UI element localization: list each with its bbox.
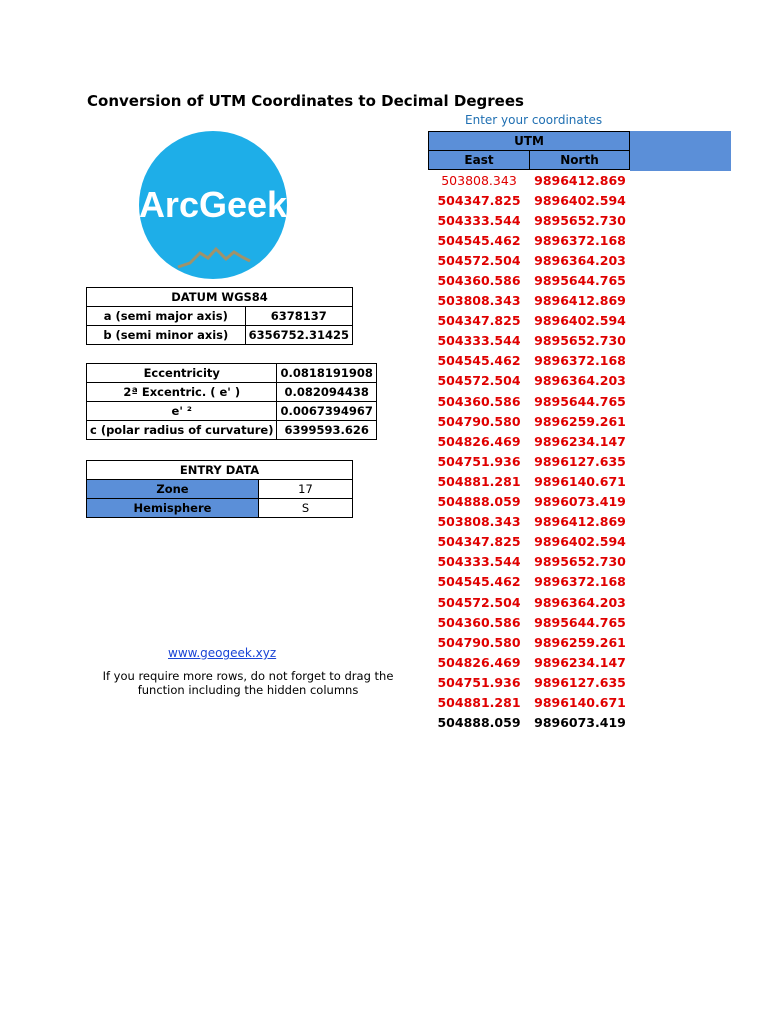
table-row bbox=[428, 451, 630, 471]
table-row bbox=[428, 391, 630, 411]
table-row bbox=[428, 351, 630, 371]
ecc-row bbox=[87, 364, 377, 383]
east-cell[interactable]: 504360.586 bbox=[437, 614, 521, 630]
north-cell[interactable]: 9896364.203 bbox=[534, 594, 626, 610]
ecc-label: c (polar radius of curvature) bbox=[87, 421, 277, 440]
north-cell[interactable]: 9896140.671 bbox=[534, 694, 626, 710]
east-cell[interactable]: 503808.343 bbox=[437, 293, 521, 309]
east-cell[interactable]: 504790.580 bbox=[437, 634, 521, 650]
north-cell[interactable]: 9896140.671 bbox=[534, 473, 626, 489]
east-cell[interactable]: 503808.343 bbox=[437, 514, 521, 530]
east-cell[interactable]: 503808.343 bbox=[441, 172, 517, 188]
north-cell[interactable]: 9896073.419 bbox=[534, 494, 626, 510]
north-cell[interactable]: 9895652.730 bbox=[534, 333, 626, 349]
page-title: Conversion of UTM Coordinates to Decimal Degrees bbox=[87, 92, 524, 110]
table-row bbox=[428, 291, 630, 311]
north-cell[interactable]: 9896402.594 bbox=[534, 192, 626, 208]
table-row bbox=[428, 532, 630, 552]
ecc-label: 2ª Excentric. ( e' ) bbox=[87, 383, 277, 402]
ecc-label: e' ² bbox=[87, 402, 277, 421]
east-cell[interactable]: 504881.281 bbox=[437, 694, 521, 710]
datum-header: DATUM WGS84 bbox=[87, 288, 353, 307]
east-cell[interactable]: 504545.462 bbox=[437, 574, 521, 590]
table-row bbox=[428, 411, 630, 431]
coordinate-rows bbox=[428, 170, 630, 733]
drag-function-note: If you require more rows, do not forget to drag the function including the hidden columns bbox=[102, 669, 394, 697]
north-cell[interactable]: 9896412.869 bbox=[534, 514, 626, 530]
east-cell[interactable]: 504347.825 bbox=[437, 192, 521, 208]
datum-label: b (semi minor axis) bbox=[87, 326, 246, 345]
logo-text: ArcGeek bbox=[138, 184, 288, 225]
north-cell[interactable]: 9895644.765 bbox=[534, 614, 626, 630]
east-cell[interactable]: 504572.504 bbox=[437, 594, 521, 610]
datum-value: 6378137 bbox=[245, 307, 352, 326]
datum-table bbox=[86, 287, 353, 345]
table-row bbox=[428, 592, 630, 612]
ecc-label: Eccentricity bbox=[87, 364, 277, 383]
table-row bbox=[428, 652, 630, 672]
datum-row bbox=[87, 307, 353, 326]
header-fill bbox=[630, 131, 731, 171]
table-row bbox=[428, 692, 630, 712]
east-column-header: East bbox=[428, 150, 530, 170]
ecc-row bbox=[87, 402, 377, 421]
entry-header: ENTRY DATA bbox=[87, 461, 353, 480]
table-row bbox=[428, 250, 630, 270]
table-row bbox=[428, 210, 630, 230]
north-cell[interactable]: 9895644.765 bbox=[534, 393, 626, 409]
north-cell[interactable]: 9895652.730 bbox=[534, 554, 626, 570]
zone-cell[interactable]: 17 bbox=[259, 480, 353, 499]
north-cell[interactable]: 9896234.147 bbox=[534, 433, 626, 449]
east-cell[interactable]: 504826.469 bbox=[437, 654, 521, 670]
eccentricity-table bbox=[86, 363, 377, 440]
east-cell[interactable]: 504333.544 bbox=[437, 333, 521, 349]
north-cell[interactable]: 9896372.168 bbox=[534, 353, 626, 369]
table-row bbox=[428, 270, 630, 290]
table-row bbox=[428, 632, 630, 652]
north-cell[interactable]: 9896402.594 bbox=[534, 313, 626, 329]
east-cell[interactable]: 504545.462 bbox=[437, 232, 521, 248]
table-row bbox=[428, 170, 630, 190]
north-cell[interactable]: 9895644.765 bbox=[534, 273, 626, 289]
east-cell[interactable]: 504751.936 bbox=[437, 674, 521, 690]
east-cell[interactable]: 504545.462 bbox=[437, 353, 521, 369]
ecc-value: 0.0818191908 bbox=[277, 364, 376, 383]
north-cell[interactable]: 9896372.168 bbox=[534, 232, 626, 248]
east-cell[interactable]: 504790.580 bbox=[437, 413, 521, 429]
table-row bbox=[428, 612, 630, 632]
datum-value: 6356752.31425 bbox=[245, 326, 352, 345]
east-cell[interactable]: 504347.825 bbox=[437, 534, 521, 550]
east-cell[interactable]: 504572.504 bbox=[437, 252, 521, 268]
north-cell[interactable]: 9896402.594 bbox=[534, 534, 626, 550]
ecc-value: 6399593.626 bbox=[277, 421, 376, 440]
table-row bbox=[428, 190, 630, 210]
entry-data-table bbox=[86, 460, 353, 518]
ecc-row bbox=[87, 383, 377, 402]
east-cell[interactable]: 504333.544 bbox=[437, 554, 521, 570]
zone-label: Zone bbox=[87, 480, 259, 499]
east-cell[interactable]: 504888.059 bbox=[437, 715, 521, 731]
east-cell[interactable]: 504751.936 bbox=[437, 453, 521, 469]
east-cell[interactable]: 504888.059 bbox=[437, 494, 521, 510]
north-cell[interactable]: 9896412.869 bbox=[534, 293, 626, 309]
utm-header: UTM bbox=[428, 131, 630, 151]
east-cell[interactable]: 504360.586 bbox=[437, 273, 521, 289]
enter-coordinates-label: Enter your coordinates bbox=[465, 113, 603, 127]
north-cell[interactable]: 9896259.261 bbox=[534, 634, 626, 650]
datum-label: a (semi major axis) bbox=[87, 307, 246, 326]
ecc-value: 0.0067394967 bbox=[277, 402, 376, 421]
north-cell[interactable]: 9896412.869 bbox=[534, 172, 626, 188]
ecc-row bbox=[87, 421, 377, 440]
ecc-value: 0.082094438 bbox=[277, 383, 376, 402]
hemisphere-cell[interactable]: S bbox=[259, 499, 353, 518]
east-cell[interactable]: 504826.469 bbox=[437, 433, 521, 449]
table-row bbox=[428, 431, 630, 451]
table-row bbox=[428, 512, 630, 532]
table-row bbox=[428, 471, 630, 491]
table-row bbox=[428, 331, 630, 351]
north-cell[interactable]: 9896364.203 bbox=[534, 252, 626, 268]
table-row bbox=[428, 311, 630, 331]
geogeek-link[interactable]: www.geogeek.xyz bbox=[168, 646, 277, 660]
north-cell[interactable]: 9896372.168 bbox=[534, 574, 626, 590]
table-row bbox=[428, 552, 630, 572]
north-cell[interactable]: 9896364.203 bbox=[534, 373, 626, 389]
datum-row bbox=[87, 326, 353, 345]
hemisphere-label: Hemisphere bbox=[87, 499, 259, 518]
table-row bbox=[428, 371, 630, 391]
table-row bbox=[428, 672, 630, 692]
east-cell[interactable]: 504347.825 bbox=[437, 313, 521, 329]
east-cell[interactable]: 504360.586 bbox=[437, 393, 521, 409]
table-row bbox=[428, 572, 630, 592]
east-cell[interactable]: 504881.281 bbox=[437, 473, 521, 489]
table-row bbox=[428, 713, 630, 733]
north-cell[interactable]: 9896127.635 bbox=[534, 453, 626, 469]
north-cell[interactable]: 9896259.261 bbox=[534, 413, 626, 429]
north-cell[interactable]: 9895652.730 bbox=[534, 212, 626, 228]
north-cell[interactable]: 9896127.635 bbox=[534, 674, 626, 690]
north-cell[interactable]: 9896234.147 bbox=[534, 654, 626, 670]
east-cell[interactable]: 504572.504 bbox=[437, 373, 521, 389]
east-cell[interactable]: 504333.544 bbox=[437, 212, 521, 228]
arcgeek-logo bbox=[138, 125, 288, 285]
north-column-header: North bbox=[529, 150, 630, 170]
north-cell[interactable]: 9896073.419 bbox=[534, 715, 626, 731]
table-row bbox=[428, 492, 630, 512]
table-row bbox=[428, 230, 630, 250]
